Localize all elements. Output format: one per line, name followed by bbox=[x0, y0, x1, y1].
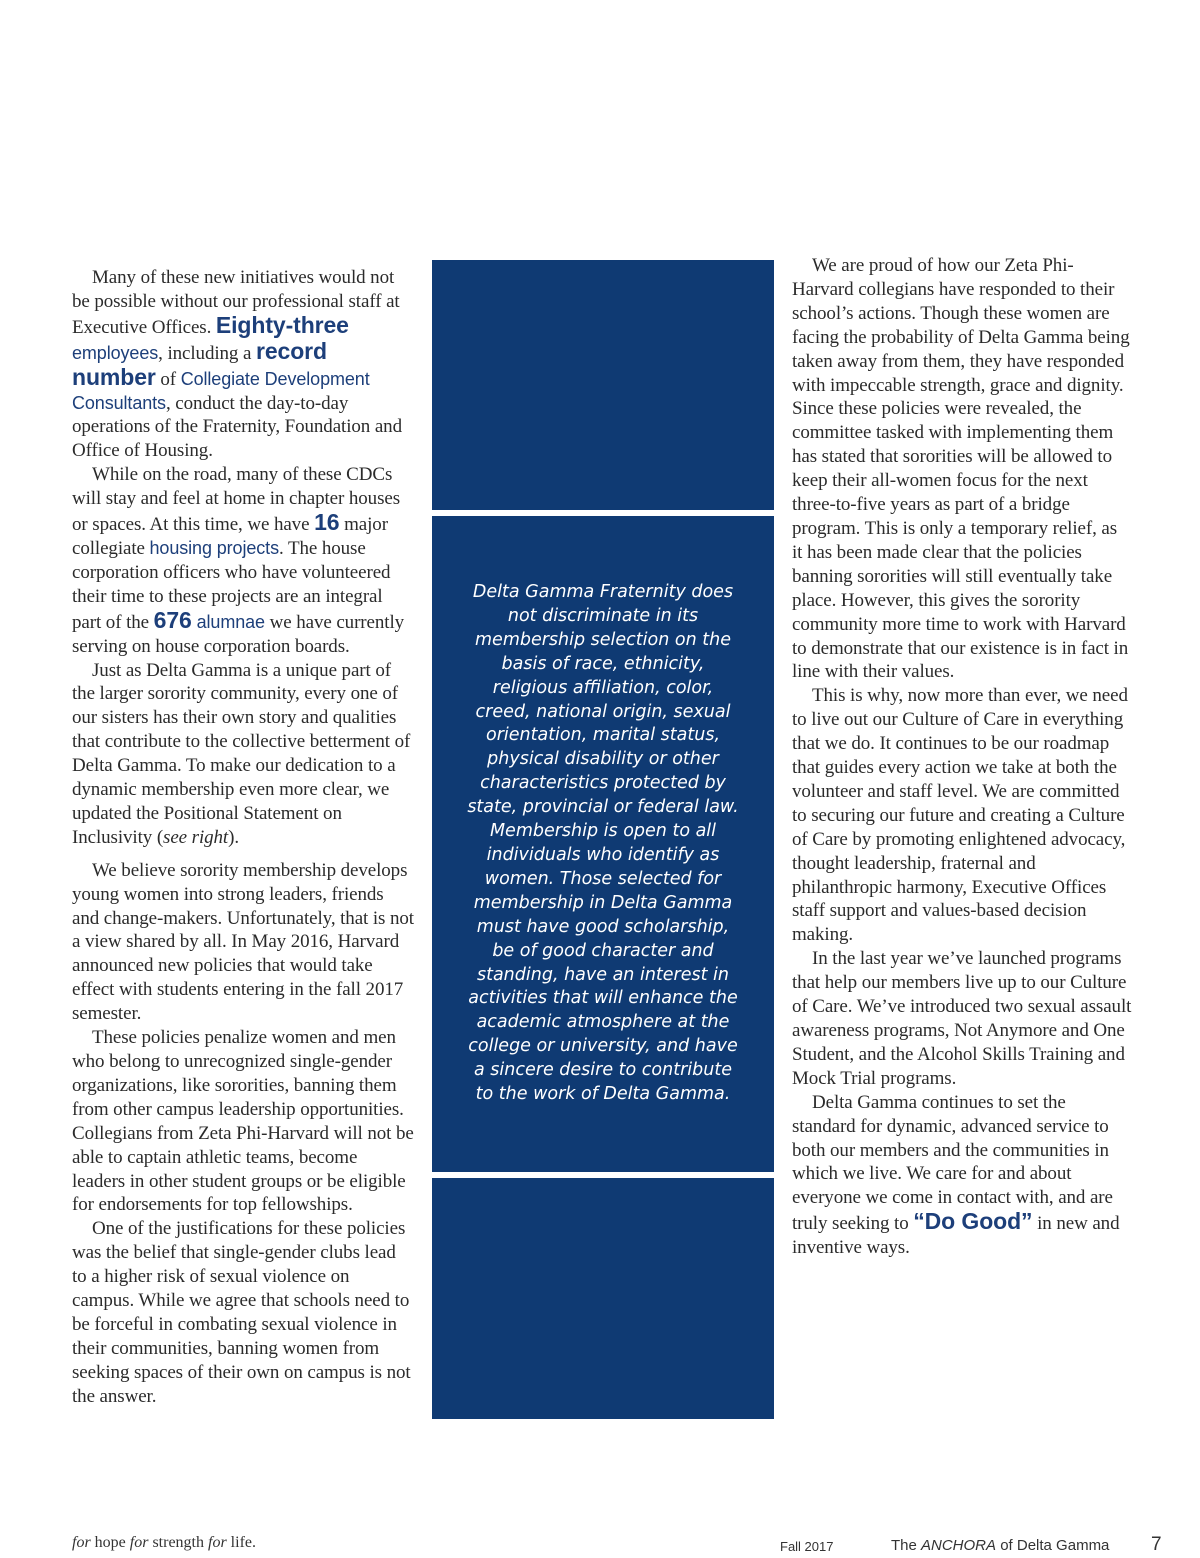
paragraph: We are proud of how our Zeta Phi-Harvard collegians have responded to their school’s actions. Though these women are facing the probability of Delta Gamma being taken away from them, they have responded with impeccable strength, grace and dignity. Since these policies were revealed, the committee tasked with implementing them has stated that sororities will be allowed to keep their all-women focus for the next three-to-five years as part of a bridge program. This is only a temporary relief, as it has been made clear that the policies banning sororities will still eventually take place. However, this gives the sorority community more time to work with Harvard to demonstrate that our existence is in fact in line with their values. bbox=[792, 255, 1130, 683]
paragraph: While on the road, many of these CDCs will stay and feel at home in chapter houses or spaces. At this time, we have 16 major collegiate housing projects. The house corporation officers who have volunteered their time to these projects are an integral part of the 676 alumnae we have currently serving on house corporation boards. bbox=[72, 464, 405, 657]
footer-tagline: for hope for strength for life. bbox=[72, 1534, 256, 1551]
highlight: 16 bbox=[314, 509, 340, 536]
right-column bbox=[792, 254, 1132, 1260]
footer-magazine-title: The ANCHORA of Delta Gamma bbox=[891, 1537, 1110, 1554]
highlight: record number bbox=[72, 337, 327, 390]
highlight: housing projects bbox=[149, 537, 279, 558]
highlight: “Do Good” bbox=[913, 1208, 1033, 1235]
inclusivity-statement: Delta Gamma Fraternity does not discriminate in its membership selection on the basis of race, ethnicity, religious affiliation, color, creed, national origin, sexual orientation, marital status, physical disability or other characteristics protected by state, provincial or federal law. Membership is open to all individuals who identify as women. Those selected for membership in Delta Gamma must have good scholarship, be of good character and standing, have an interest in activities that will enhance the academic atmosphere at the college or university, and have a sincere desire to contribute to the work of Delta Gamma. bbox=[467, 582, 739, 1105]
paragraph: One of the justifications for these policies was the belief that single-gender clubs lead to a higher risk of sexual violence on campus. While we agree that schools need to be forceful in combating sexual violence in their communities, banning women from seeking spaces of their own on campus is not the answer. bbox=[72, 1218, 411, 1407]
navy-panel-top bbox=[432, 260, 774, 510]
paragraph: Just as Delta Gamma is a unique part of the larger sorority community, every one of our sisters has their own story and qualities that contribute to the collective betterment of Delta Gamma. To make our dedication to a dynamic membership even more clear, we updated the Positional Statement on Inclusivity (see right). bbox=[72, 659, 411, 848]
paragraph: In the last year we’ve launched programs that help our members live up to our Culture of Care. We’ve introduced two sexual assault awareness programs, Not Anymore and One Student, and the Alcohol Skills Training and Mock Trial programs. bbox=[792, 948, 1132, 1089]
paragraph: Many of these new initiatives would not be possible without our professional staff at Executive Offices. Eighty-three employees, including a record number of Collegiate Development Consultants, conduct the day-to-day operations of the Fraternity, Foundation and Office of Housing. bbox=[72, 267, 402, 462]
left-column bbox=[72, 266, 414, 1409]
paragraph: We believe sorority membership develops young women into strong leaders, friends and change-makers. Unfortunately, that is not a view shared by all. In May 2016, Harvard announced new policies that would take effect with students entering in the fall 2017 semester. bbox=[72, 859, 414, 1025]
paragraph: This is why, now more than ever, we need to live out our Culture of Care in everything that we do. It continues to be our roadmap that guides every action we take at both the volunteer and staff level. We are committed to securing our future and creating a Culture of Care by promoting enlightened advocacy, thought leadership, fraternal and philanthropic harmony, Executive Offices staff support and values-based decision making. bbox=[792, 685, 1128, 946]
highlight: employees bbox=[72, 342, 159, 363]
highlight: alumnae bbox=[191, 611, 265, 632]
paragraph: These policies penalize women and men who belong to unrecognized single-gender organizations, like sororities, banning them from other campus leadership opportunities. Collegians from Zeta Phi-Harvard will not be able to captain athletic teams, become leaders in other student groups or be eligible for endorsements for top fellowships. bbox=[72, 1027, 414, 1216]
highlight: 676 bbox=[153, 606, 192, 633]
highlight: Collegiate Development Consultants bbox=[72, 368, 370, 413]
footer-issue: Fall 2017 bbox=[780, 1539, 834, 1554]
paragraph: Delta Gamma continues to set the standard for dynamic, advanced service to both our members and the communities in which we live. We care for and about everyone we come in contact with, and are truly seeking to “Do Good” in new and inventive ways. bbox=[792, 1091, 1120, 1259]
highlight: Eighty-three bbox=[215, 311, 349, 338]
page-number: 7 bbox=[1151, 1534, 1162, 1555]
navy-panel-bottom bbox=[432, 1178, 774, 1419]
